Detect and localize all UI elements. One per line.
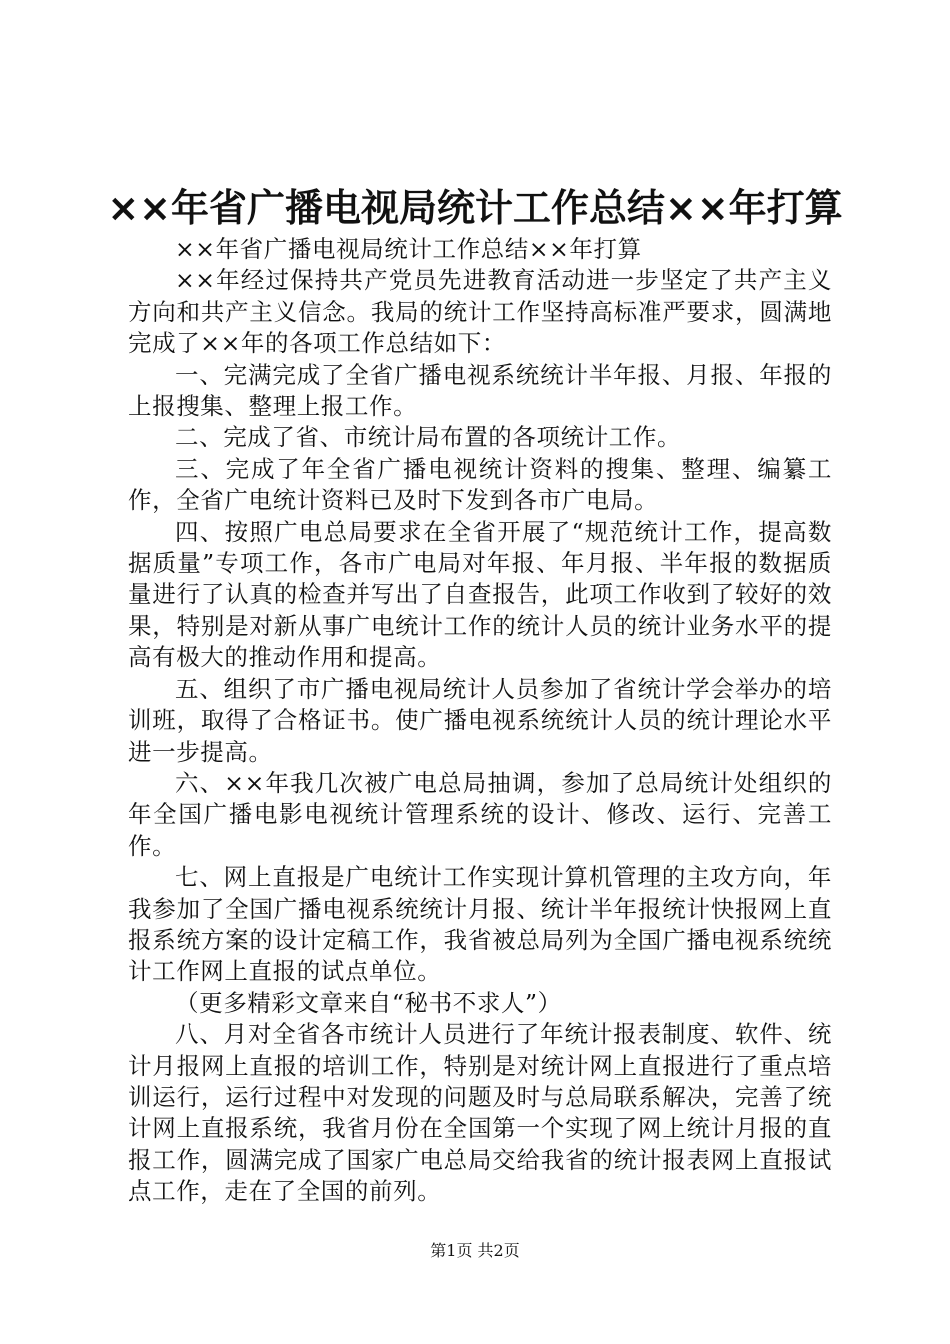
paragraph-source-note: （更多精彩文章来自“秘书不求人”） — [175, 988, 562, 1017]
paragraph-item-1: 一、完满完成了全省广播电视系统统计半年报、月报、年报的上报搜集、整理上报工作。 — [128, 360, 832, 421]
document-title: ××年省广播电视局统计工作总结××年打算 — [107, 186, 843, 230]
paragraph-item-7: 七、网上直报是广电统计工作实现计算机管理的主攻方向，年我参加了全国广播电视系统统计月报、统计半年报统计快报网上直报系统方案的设计定稿工作，我省被总局列为全国广播电视系统统计工作网上直报的试点单位。 — [128, 863, 832, 986]
paragraph-intro: ××年经过保持共产党员先进教育活动进一步坚定了共产主义方向和共产主义信念。我局的统计工作坚持高标准严要求，圆满地完成了××年的各项工作总结如下： — [128, 266, 832, 358]
paragraph-item-2: 二、完成了省、市统计局布置的各项统计工作。 — [175, 423, 682, 452]
page-number-footer: 第1页 共2页 — [430, 1241, 520, 1260]
paragraph-item-3: 三、完成了年全省广播电视统计资料的搜集、整理、编纂工作，全省广电统计资料已及时下发到各市广电局。 — [128, 454, 832, 515]
document-body — [128, 234, 832, 1208]
paragraph-item-8: 八、月对全省各市统计人员进行了年统计报表制度、软件、统计月报网上直报的培训工作，特别是对统计网上直报进行了重点培训运行，运行过程中对发现的问题及时与总局联系解决，完善了统计网上直报系统，我省月份在全国第一个实现了网上统计月报的直报工作，圆满完成了国家广电总局交给我省的统计报表网上直报试点工作，走在了全国的前列。 — [128, 1020, 832, 1206]
paragraph-item-4: 四、按照广电总局要求在全省开展了“规范统计工作，提高数据质量”专项工作，各市广电局对年报、年月报、半年报的数据质量进行了认真的检查并写出了自查报告，此项工作收到了较好的效果，特别是对新从事广电统计工作的统计人员的统计业务水平的提高有极大的推动作用和提高。 — [128, 517, 832, 672]
paragraph-item-6: 六、××年我几次被广电总局抽调，参加了总局统计处组织的年全国广播电影电视统计管理系统的设计、修改、运行、完善工作。 — [128, 768, 832, 860]
paragraph-subtitle: ××年省广播电视局统计工作总结××年打算 — [175, 235, 642, 263]
paragraph-item-5: 五、组织了市广播电视局统计人员参加了省统计学会举办的培训班，取得了合格证书。使广播电视系统统计人员的统计理论水平进一步提高。 — [128, 674, 832, 766]
